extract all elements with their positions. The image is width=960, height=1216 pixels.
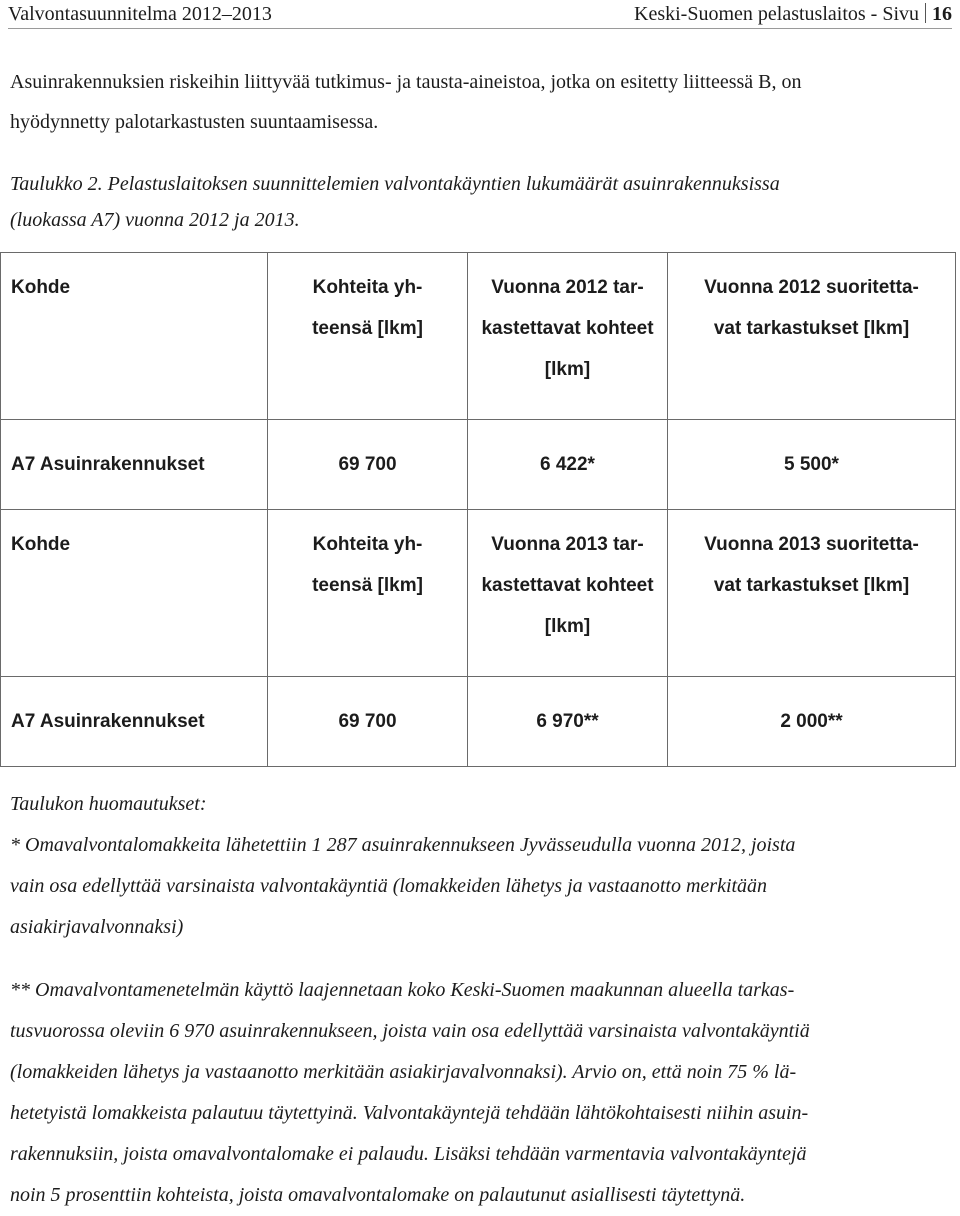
note-line: hetetyistä lomakkeista palautuu täytettyinä. Valvontakäyntejä tehdään lähtökohtaisesti niihin asuin- [10, 1102, 809, 1124]
caption-line: Taulukko 2. Pelastuslaitoksen suunnittelemien valvontakäyntien lukumäärät asuinrakennuksissa [10, 173, 780, 195]
table-notes [10, 784, 954, 1216]
header-cell-total [268, 253, 468, 420]
cell-performed: 5 500* [668, 420, 956, 510]
document-title: Valvontasuunnitelma 2012–2013 [8, 3, 272, 25]
note-line: asiakirjavalvonnaksi) [10, 916, 184, 938]
header-cell-planned [468, 510, 668, 677]
header-cell-kohde [1, 510, 268, 677]
intro-line: hyödynnetty palotarkastusten suuntaamisessa. [10, 111, 379, 133]
table-caption [10, 166, 950, 238]
note-line: * Omavalvontalomakkeita lähetettiin 1 287 asuinrakennukseen Jyvässeudulla vuonna 2012, joista [10, 834, 796, 856]
caption-line: (luokassa A7) vuonna 2012 ja 2013. [10, 209, 300, 231]
cell-performed: 2 000** [668, 677, 956, 767]
notes-title: Taulukon huomautukset: [10, 793, 207, 815]
note-line: tusvuorossa oleviin 6 970 asuinrakennukseen, joista vain osa edellyttää varsinaista valvontakäyntiä [10, 1020, 810, 1042]
header-text: Vuonna 2013 suoritetta- [704, 534, 919, 555]
header-text: Kohteita yh- [312, 277, 423, 298]
header-right [634, 0, 952, 28]
cell-kohde: A7 Asuinrakennukset [1, 677, 268, 767]
cell-planned: 6 422* [468, 420, 668, 510]
header-text: kastettavat kohteet [481, 318, 654, 339]
header-text: Vuonna 2013 tar- [491, 534, 644, 555]
header-cell-kohde [1, 253, 268, 420]
organization-label: Keski-Suomen pelastuslaitos - Sivu [634, 3, 919, 25]
note-line: rakennuksiin, joista omavalvontalomake ei palaudu. Lisäksi tehdään varmentavia valvontakäyntejä [10, 1143, 807, 1165]
header-text: [lkm] [544, 616, 591, 637]
header-cell-total [268, 510, 468, 677]
note-line: vain osa edellyttää varsinaista valvontakäyntiä (lomakkeiden lähetys ja vastaanotto merkitään [10, 875, 768, 897]
header-text: Kohde [11, 534, 71, 555]
page-number: 16 [932, 3, 952, 25]
note-line: (lomakkeiden lähetys ja vastaanotto merkitään asiakirjavalvonnaksi). Arvio on, että noin 75 % lä- [10, 1061, 797, 1083]
header-text: Kohde [11, 277, 71, 298]
table-row-2012 [1, 420, 956, 510]
table-header-row-2013 [1, 510, 956, 677]
table-header-row-2012 [1, 253, 956, 420]
header-separator [925, 3, 926, 23]
cell-total: 69 700 [268, 420, 468, 510]
intro-line: Asuinrakennuksien riskeihin liittyvää tutkimus- ja tausta-aineistoa, jotka on esitetty liitteessä B, on [10, 71, 802, 93]
header-text: Vuonna 2012 tar- [491, 277, 644, 298]
inspection-table [0, 252, 956, 767]
header-text: Vuonna 2012 suoritetta- [704, 277, 919, 298]
header-text: vat tarkastukset [lkm] [713, 318, 910, 339]
header-text: Kohteita yh- [312, 534, 423, 555]
header-cell-planned [468, 253, 668, 420]
header-cell-performed [668, 253, 956, 420]
header-text: [lkm] [544, 359, 591, 380]
note-line: noin 5 prosenttiin kohteista, joista omavalvontalomake on palautunut asiallisesti täytettynä. [10, 1184, 746, 1206]
header-text: kastettavat kohteet [481, 575, 654, 596]
cell-planned: 6 970** [468, 677, 668, 767]
cell-kohde: A7 Asuinrakennukset [1, 420, 268, 510]
header-cell-performed [668, 510, 956, 677]
note-line: ** Omavalvontamenetelmän käyttö laajennetaan koko Keski-Suomen maakunnan alueella tarkas- [10, 979, 795, 1001]
intro-paragraph [10, 62, 950, 142]
cell-total: 69 700 [268, 677, 468, 767]
header-text: teensä [lkm] [312, 318, 423, 339]
table-row-2013 [1, 677, 956, 767]
header-text: vat tarkastukset [lkm] [713, 575, 910, 596]
page-header [8, 0, 952, 29]
header-text: teensä [lkm] [312, 575, 423, 596]
